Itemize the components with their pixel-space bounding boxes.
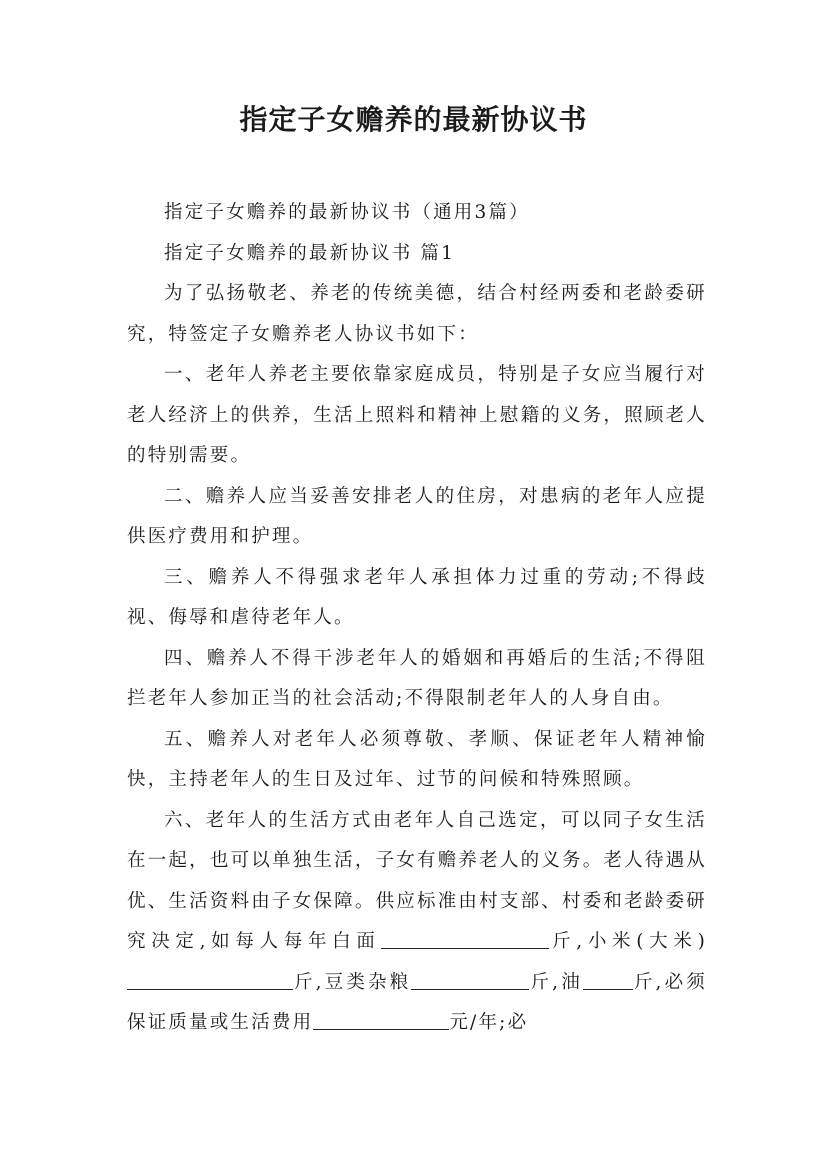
paragraph-intro: 为了弘扬敬老、养老的传统美德，结合村经两委和老龄委研究，特签定子女赡养老人协议书如下： xyxy=(127,283,707,345)
clause-6-text-4: 斤,油 xyxy=(529,971,583,993)
document-body xyxy=(127,193,707,1044)
living-cost-blank[interactable] xyxy=(313,1011,449,1031)
grain-amount-blank[interactable] xyxy=(411,970,529,990)
clause-6-text-1: 六、老年人的生活方式由老年人自己选定，可以同子女生活在一起，也可以单独生活，子女有赡养老人的义务。老人待遇从优、生活资料由子女保障。供应标准由村支部、村委和老龄委研究决定,如每人每年白面 xyxy=(127,809,707,952)
paragraph-clause-3: 三、赡养人不得强求老年人承担体力过重的劳动;不得歧视、侮辱和虐待老年人。 xyxy=(127,566,707,628)
clause-6-text-6: 元/年;必 xyxy=(449,1012,529,1033)
paragraph-subtitle: 指定子女赡养的最新协议书（通用3篇） xyxy=(164,202,530,223)
paragraph-section-heading: 指定子女赡养的最新协议书 篇1 xyxy=(164,242,456,264)
clause-6-text-2: 斤,小米(大米) xyxy=(548,931,707,952)
document-title: 指定子女赡养的最新协议书 xyxy=(239,103,588,136)
oil-amount-blank[interactable] xyxy=(583,970,633,990)
paragraph-clause-1: 一、老年人养老主要依靠家庭成员，特别是子女应当履行对老人经济上的供养，生活上照料和精神上慰籍的义务，照顾老人的特别需要。 xyxy=(127,364,707,466)
rice-amount-blank[interactable] xyxy=(127,970,293,990)
flour-amount-blank[interactable] xyxy=(381,930,549,950)
paragraph-clause-2: 二、赡养人应当妥善安排老人的住房，对患病的老年人应提供医疗费用和护理。 xyxy=(127,485,707,547)
paragraph-clause-4: 四、赡养人不得干涉老年人的婚姻和再婚后的生活;不得阻拦老年人参加正当的社会活动;不得限制老年人的人身自由。 xyxy=(127,647,707,709)
clause-6-text-3: 斤,豆类杂粮 xyxy=(293,971,412,993)
paragraph-clause-6 xyxy=(127,801,707,1044)
paragraph-clause-5: 五、赡养人对老年人必须尊敬、孝顺、保证老年人精神愉快，主持老年人的生日及过年、过节的问候和特殊照顾。 xyxy=(127,728,707,790)
clause-6-text-5: 斤,必须保证质量或生活费用 xyxy=(127,971,708,1033)
